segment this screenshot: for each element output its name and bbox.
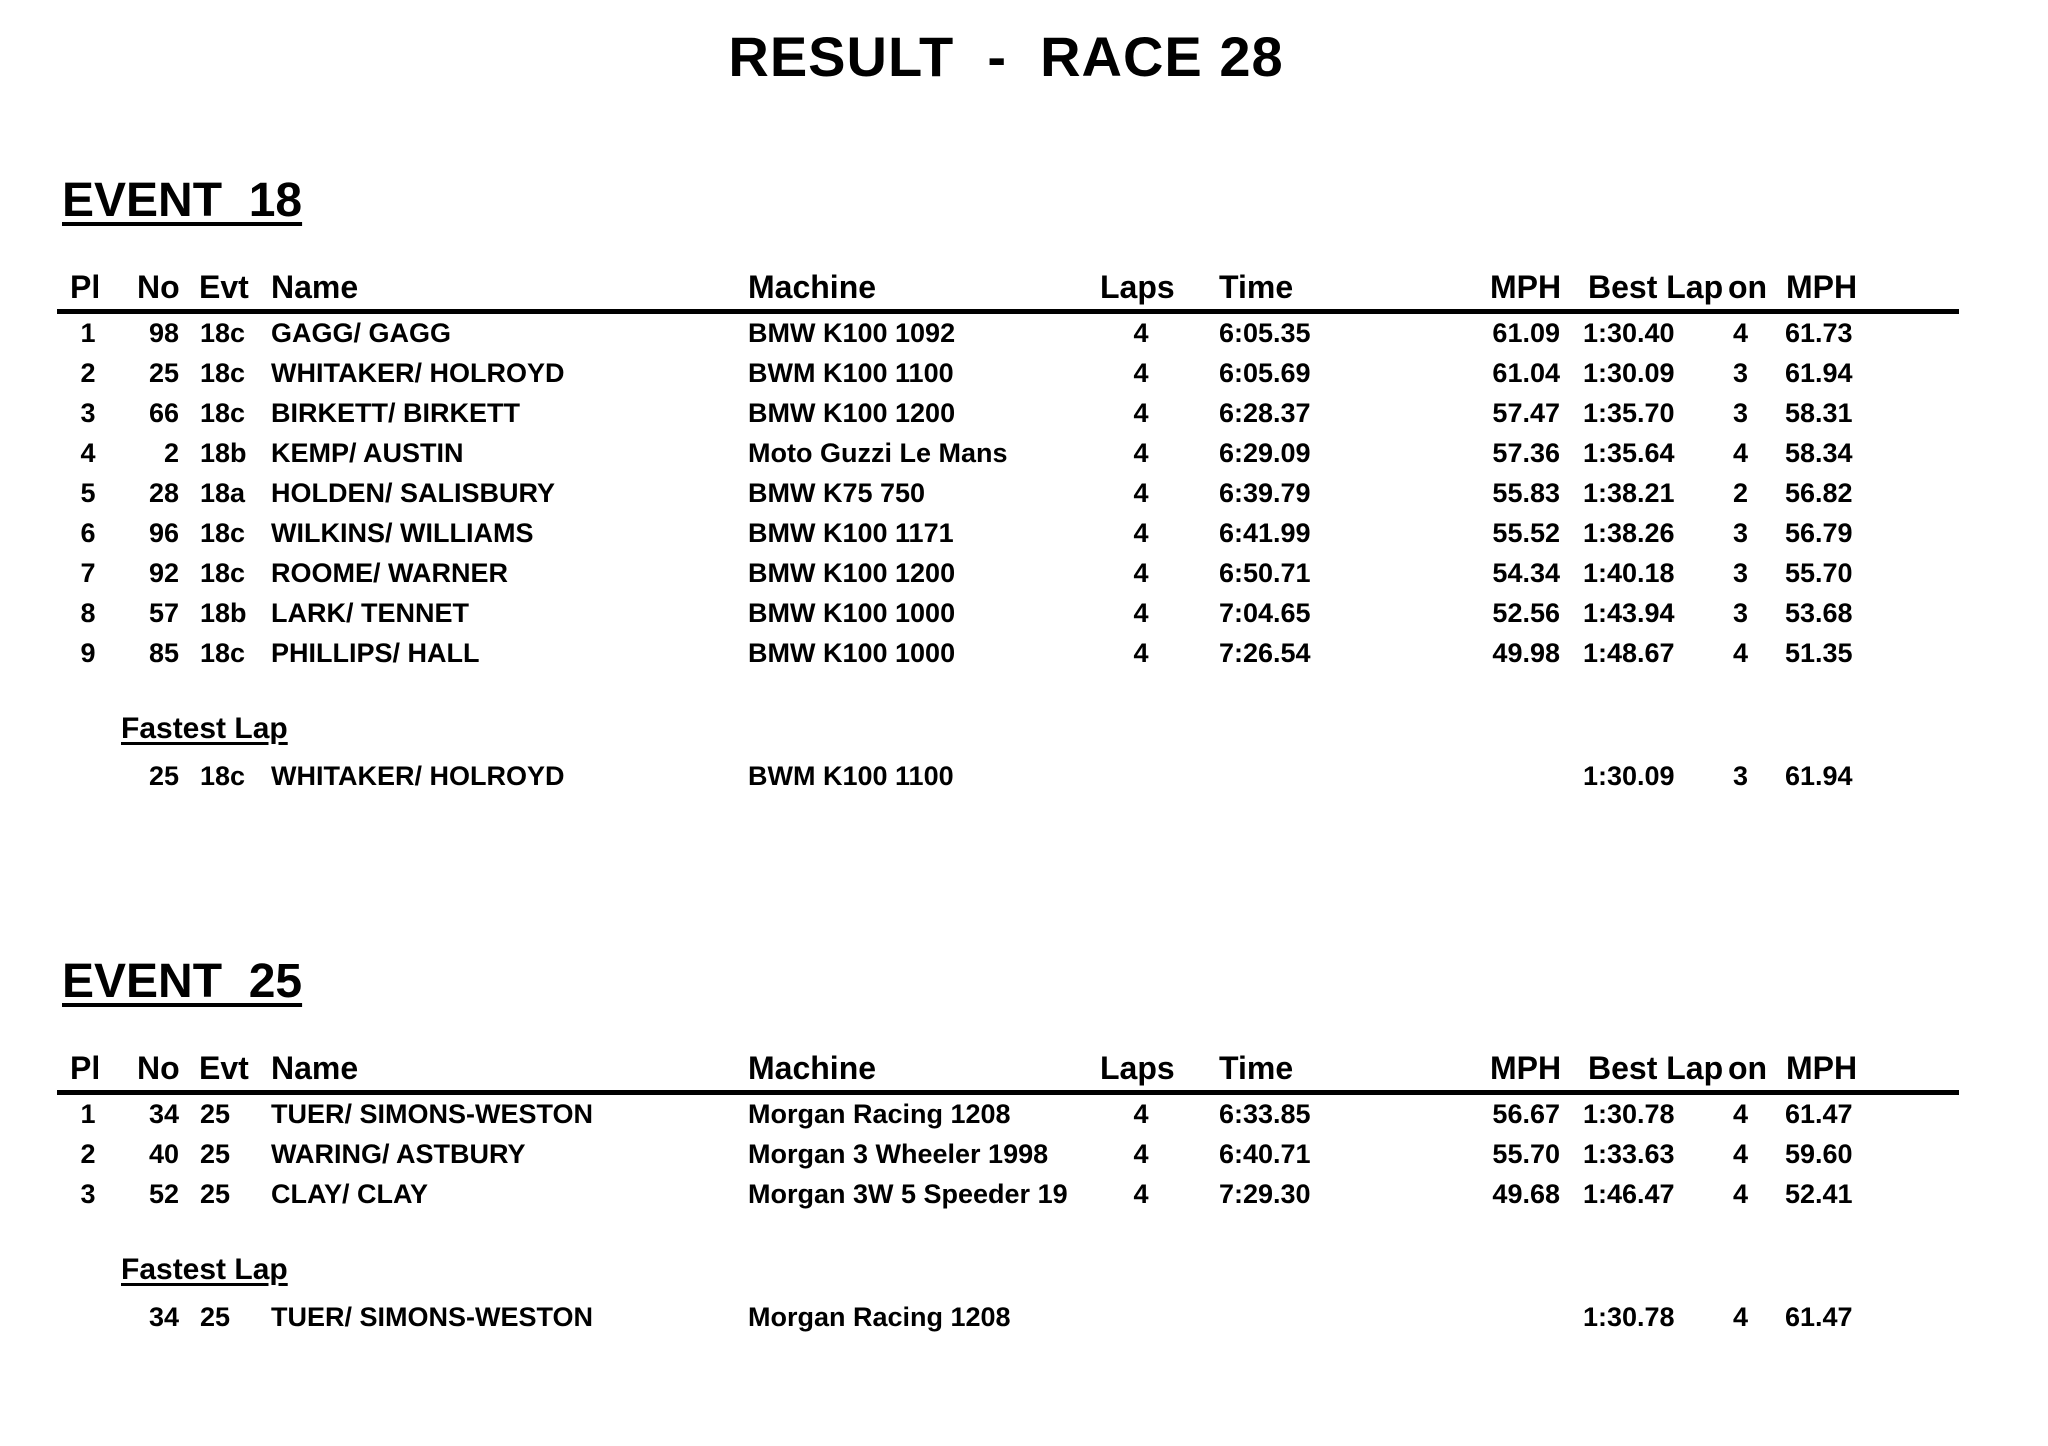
- column-header-name: Name: [271, 1050, 359, 1086]
- cell-time: 6:41.99: [1219, 518, 1311, 548]
- fastest-name: TUER/ SIMONS-WESTON: [271, 1302, 594, 1332]
- column-header-mph: MPH: [1490, 1050, 1562, 1086]
- cell-pl: 1: [80, 1099, 96, 1129]
- cell-on: 3: [1732, 518, 1748, 548]
- event-heading: EVENT 25: [62, 955, 303, 1008]
- column-header-machine: Machine: [748, 269, 877, 305]
- cell-pl: 5: [80, 478, 96, 508]
- cell-time: 6:29.09: [1219, 438, 1311, 468]
- cell-evt: 25: [200, 1099, 231, 1129]
- cell-machine: BMW K100 1200: [748, 558, 956, 588]
- column-header-mph2: MPH: [1786, 269, 1858, 305]
- cell-best-lap: 1:43.94: [1583, 598, 1675, 628]
- cell-time: 6:05.69: [1219, 358, 1311, 388]
- cell-mph: 52.56: [1492, 598, 1560, 628]
- column-header-time: Time: [1219, 1050, 1294, 1086]
- cell-machine: Moto Guzzi Le Mans: [748, 438, 1008, 468]
- cell-best-mph: 53.68: [1785, 598, 1853, 628]
- column-header-pl: Pl: [70, 269, 101, 305]
- cell-evt: 18c: [200, 358, 246, 388]
- cell-laps: 4: [1133, 438, 1149, 468]
- cell-no: 98: [148, 318, 179, 348]
- fastest-lap-label: Fastest Lap: [121, 712, 288, 745]
- cell-best-mph: 61.47: [1785, 1099, 1853, 1129]
- cell-on: 4: [1732, 1139, 1748, 1169]
- column-header-laps: Laps: [1100, 1050, 1175, 1086]
- fastest-machine: BWM K100 1100: [748, 761, 954, 791]
- fastest-no: 34: [148, 1302, 179, 1332]
- column-header-evt: Evt: [199, 269, 249, 305]
- cell-on: 3: [1732, 598, 1748, 628]
- column-header-evt: Evt: [199, 1050, 249, 1086]
- cell-name: WHITAKER/ HOLROYD: [271, 358, 565, 388]
- cell-name: ROOME/ WARNER: [271, 558, 509, 588]
- cell-laps: 4: [1133, 478, 1149, 508]
- cell-laps: 4: [1133, 518, 1149, 548]
- column-header-laps: Laps: [1100, 269, 1175, 305]
- cell-evt: 18b: [200, 438, 247, 468]
- cell-best-lap: 1:30.09: [1583, 358, 1675, 388]
- cell-pl: 8: [80, 598, 96, 628]
- fastest-name: WHITAKER/ HOLROYD: [271, 761, 565, 791]
- fastest-machine: Morgan Racing 1208: [748, 1302, 1011, 1332]
- fastest-best-lap: 1:30.78: [1583, 1302, 1675, 1332]
- cell-pl: 1: [80, 318, 96, 348]
- cell-no: 25: [148, 358, 179, 388]
- cell-laps: 4: [1133, 318, 1149, 348]
- cell-mph: 49.68: [1492, 1179, 1560, 1209]
- cell-name: WARING/ ASTBURY: [271, 1139, 526, 1169]
- cell-evt: 25: [200, 1139, 231, 1169]
- cell-time: 6:39.79: [1219, 478, 1311, 508]
- fastest-evt: 25: [200, 1302, 231, 1332]
- cell-on: 3: [1732, 558, 1748, 588]
- cell-no: 66: [148, 398, 179, 428]
- cell-evt: 18c: [200, 558, 246, 588]
- cell-mph: 61.09: [1492, 318, 1560, 348]
- cell-no: 92: [148, 558, 179, 588]
- cell-best-lap: 1:46.47: [1583, 1179, 1675, 1209]
- cell-machine: BMW K100 1000: [748, 598, 956, 628]
- cell-time: 7:29.30: [1219, 1179, 1311, 1209]
- cell-pl: 2: [80, 1139, 96, 1169]
- cell-laps: 4: [1133, 398, 1149, 428]
- cell-machine: BWM K100 1100: [748, 358, 954, 388]
- column-header-on: on: [1728, 269, 1768, 305]
- cell-laps: 4: [1133, 1139, 1149, 1169]
- header-rule: [57, 1090, 1959, 1095]
- cell-laps: 4: [1133, 358, 1149, 388]
- cell-time: 7:04.65: [1219, 598, 1311, 628]
- cell-best-lap: 1:35.70: [1583, 398, 1675, 428]
- cell-name: GAGG/ GAGG: [271, 318, 452, 348]
- cell-on: 4: [1732, 318, 1748, 348]
- cell-mph: 57.47: [1492, 398, 1560, 428]
- cell-time: 6:40.71: [1219, 1139, 1311, 1169]
- fastest-no: 25: [148, 761, 179, 791]
- cell-best-mph: 58.34: [1785, 438, 1853, 468]
- fastest-best-lap: 1:30.09: [1583, 761, 1675, 791]
- column-header-no: No: [137, 1050, 180, 1086]
- cell-no: 85: [148, 638, 179, 668]
- cell-best-mph: 61.94: [1785, 358, 1853, 388]
- cell-best-mph: 51.35: [1785, 638, 1853, 668]
- cell-pl: 4: [80, 438, 96, 468]
- cell-name: CLAY/ CLAY: [271, 1179, 429, 1209]
- fastest-best-mph: 61.47: [1785, 1302, 1853, 1332]
- fastest-evt: 18c: [200, 761, 246, 791]
- fastest-on: 4: [1732, 1302, 1748, 1332]
- cell-mph: 49.98: [1492, 638, 1560, 668]
- cell-laps: 4: [1133, 638, 1149, 668]
- cell-mph: 55.52: [1492, 518, 1560, 548]
- header-rule: [57, 309, 1959, 314]
- fastest-best-mph: 61.94: [1785, 761, 1853, 791]
- cell-on: 4: [1732, 1179, 1748, 1209]
- column-header-pl: Pl: [70, 1050, 101, 1086]
- cell-machine: BMW K100 1092: [748, 318, 956, 348]
- cell-on: 2: [1732, 478, 1748, 508]
- cell-evt: 18c: [200, 638, 246, 668]
- cell-evt: 18c: [200, 398, 246, 428]
- cell-on: 3: [1732, 398, 1748, 428]
- cell-time: 6:05.35: [1219, 318, 1311, 348]
- cell-machine: BMW K100 1000: [748, 638, 956, 668]
- column-header-no: No: [137, 269, 180, 305]
- cell-laps: 4: [1133, 1099, 1149, 1129]
- cell-machine: Morgan Racing 1208: [748, 1099, 1011, 1129]
- cell-mph: 55.70: [1492, 1139, 1560, 1169]
- cell-best-lap: 1:38.26: [1583, 518, 1675, 548]
- cell-no: 96: [148, 518, 179, 548]
- cell-no: 52: [148, 1179, 179, 1209]
- cell-best-lap: 1:33.63: [1583, 1139, 1675, 1169]
- cell-best-lap: 1:30.78: [1583, 1099, 1675, 1129]
- cell-name: HOLDEN/ SALISBURY: [271, 478, 556, 508]
- cell-evt: 25: [200, 1179, 231, 1209]
- fastest-lap-label: Fastest Lap: [121, 1253, 288, 1286]
- cell-best-mph: 52.41: [1785, 1179, 1853, 1209]
- cell-name: WILKINS/ WILLIAMS: [271, 518, 534, 548]
- cell-no: 28: [148, 478, 179, 508]
- cell-mph: 61.04: [1492, 358, 1560, 388]
- cell-mph: 56.67: [1492, 1099, 1560, 1129]
- cell-best-lap: 1:48.67: [1583, 638, 1675, 668]
- cell-best-lap: 1:35.64: [1583, 438, 1675, 468]
- cell-evt: 18b: [200, 598, 247, 628]
- column-header-on: on: [1728, 1050, 1768, 1086]
- cell-evt: 18c: [200, 318, 246, 348]
- cell-pl: 6: [80, 518, 96, 548]
- cell-evt: 18c: [200, 518, 246, 548]
- cell-mph: 57.36: [1492, 438, 1560, 468]
- cell-no: 40: [148, 1139, 179, 1169]
- cell-laps: 4: [1133, 1179, 1149, 1209]
- fastest-on: 3: [1732, 761, 1748, 791]
- cell-on: 3: [1732, 358, 1748, 388]
- cell-name: LARK/ TENNET: [271, 598, 469, 628]
- cell-best-mph: 56.82: [1785, 478, 1853, 508]
- cell-name: KEMP/ AUSTIN: [271, 438, 464, 468]
- column-header-time: Time: [1219, 269, 1294, 305]
- column-header-machine: Machine: [748, 1050, 877, 1086]
- cell-machine: BMW K100 1171: [748, 518, 954, 548]
- cell-pl: 7: [80, 558, 96, 588]
- cell-laps: 4: [1133, 598, 1149, 628]
- cell-machine: Morgan 3 Wheeler 1998: [748, 1139, 1049, 1169]
- column-header-best_lap: Best Lap: [1588, 269, 1724, 305]
- cell-best-lap: 1:40.18: [1583, 558, 1675, 588]
- cell-best-mph: 56.79: [1785, 518, 1853, 548]
- cell-name: BIRKETT/ BIRKETT: [271, 398, 520, 428]
- cell-time: 6:50.71: [1219, 558, 1311, 588]
- cell-machine: BMW K75 750: [748, 478, 926, 508]
- cell-pl: 9: [80, 638, 96, 668]
- cell-mph: 54.34: [1492, 558, 1560, 588]
- column-header-name: Name: [271, 269, 359, 305]
- cell-no: 34: [148, 1099, 179, 1129]
- cell-best-mph: 58.31: [1785, 398, 1853, 428]
- column-header-best_lap: Best Lap: [1588, 1050, 1724, 1086]
- cell-best-mph: 55.70: [1785, 558, 1853, 588]
- cell-laps: 4: [1133, 558, 1149, 588]
- column-header-mph2: MPH: [1786, 1050, 1858, 1086]
- cell-machine: Morgan 3W 5 Speeder 19: [748, 1179, 1068, 1209]
- cell-time: 6:33.85: [1219, 1099, 1311, 1129]
- cell-evt: 18a: [200, 478, 246, 508]
- cell-pl: 2: [80, 358, 96, 388]
- cell-best-lap: 1:38.21: [1583, 478, 1675, 508]
- cell-best-mph: 61.73: [1785, 318, 1853, 348]
- cell-on: 4: [1732, 438, 1748, 468]
- cell-name: TUER/ SIMONS-WESTON: [271, 1099, 594, 1129]
- cell-on: 4: [1732, 638, 1748, 668]
- cell-on: 4: [1732, 1099, 1748, 1129]
- cell-mph: 55.83: [1492, 478, 1560, 508]
- event-heading: EVENT 18: [62, 174, 303, 227]
- cell-pl: 3: [80, 398, 96, 428]
- cell-time: 6:28.37: [1219, 398, 1311, 428]
- cell-time: 7:26.54: [1219, 638, 1311, 668]
- cell-pl: 3: [80, 1179, 96, 1209]
- column-header-mph: MPH: [1490, 269, 1562, 305]
- cell-name: PHILLIPS/ HALL: [271, 638, 480, 668]
- cell-no: 57: [148, 598, 179, 628]
- cell-no: 2: [163, 438, 179, 468]
- cell-best-lap: 1:30.40: [1583, 318, 1675, 348]
- cell-best-mph: 59.60: [1785, 1139, 1853, 1169]
- page-title: RESULT - RACE 28: [728, 25, 1284, 88]
- cell-machine: BMW K100 1200: [748, 398, 956, 428]
